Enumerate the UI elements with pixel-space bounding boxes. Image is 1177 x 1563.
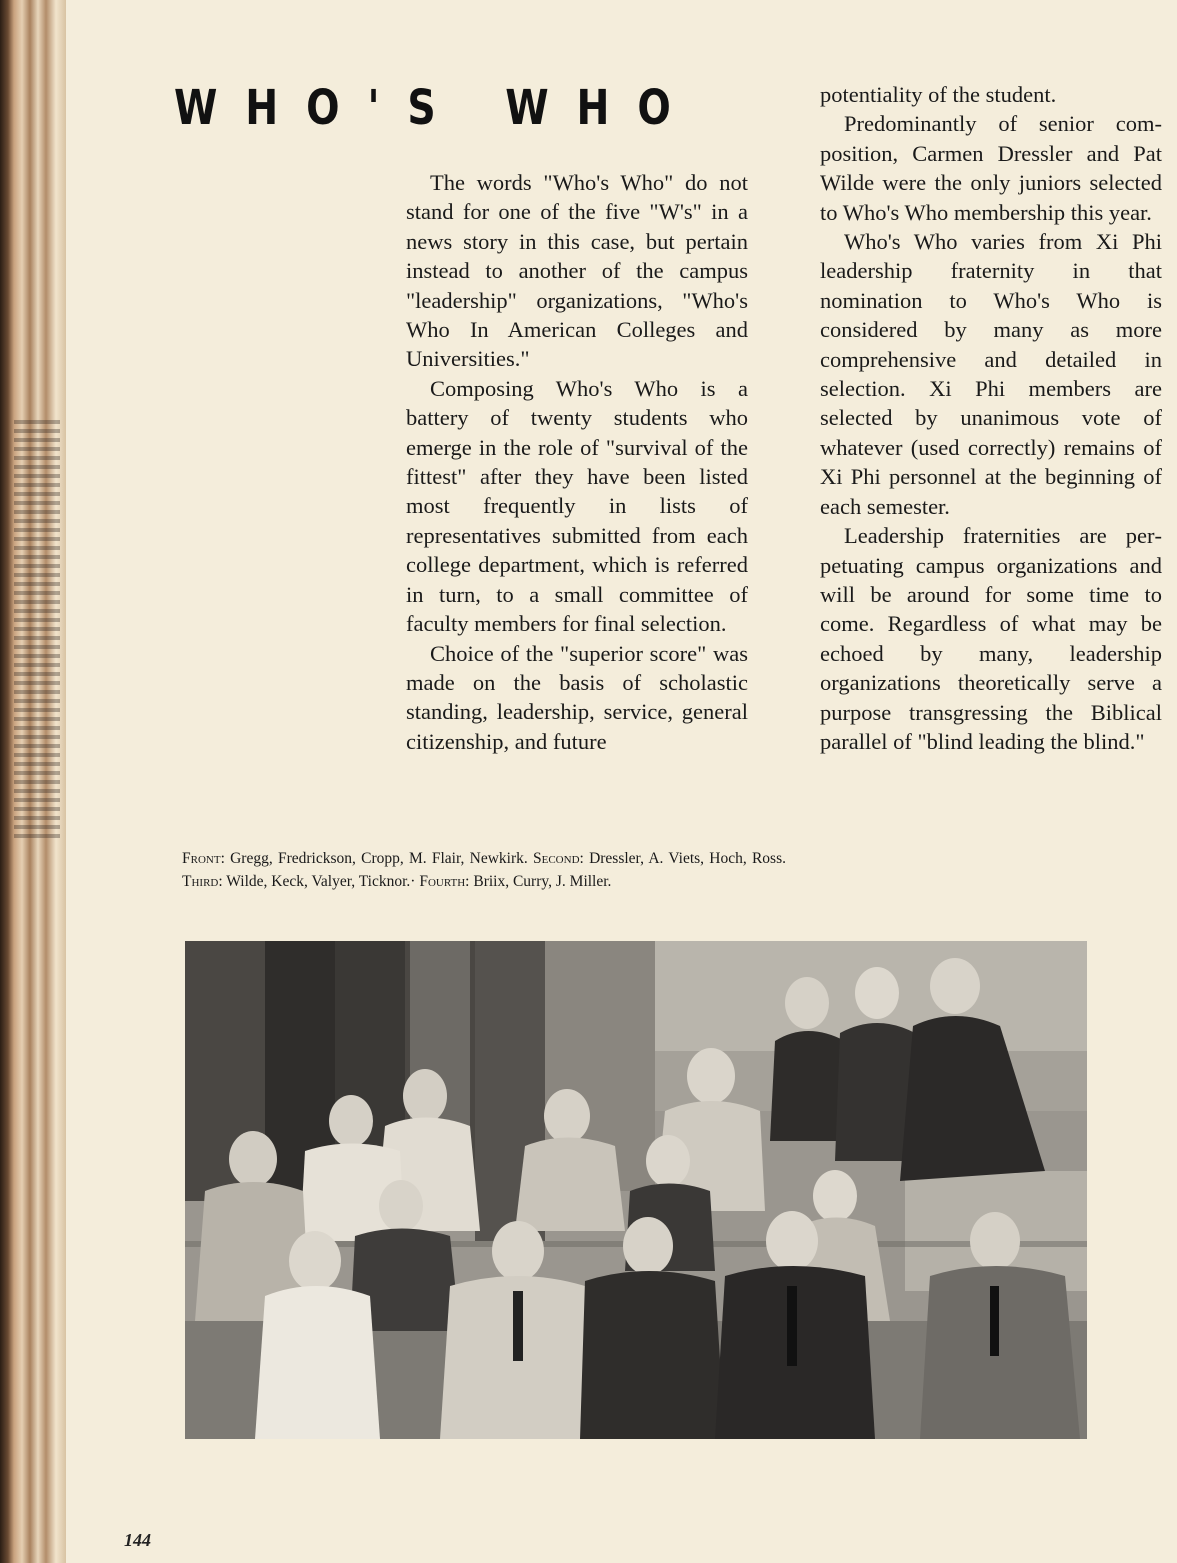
group-photo-illustration — [185, 941, 1087, 1439]
group-photo — [185, 941, 1087, 1439]
paragraph-5: Who's Who varies from Xi Phi leadership fraternity in that nomination to Who's Who is considered by many as more comprehensive and detailed in selection. Xi Phi members are selected by unanimous vote of whatever (used correctly) remains of Xi Phi personnel at the beginning of each semester. — [820, 229, 1162, 519]
caption-fourth-label: Fourth: — [419, 872, 470, 890]
page-number: 144 — [124, 1530, 151, 1550]
paragraph-3-continued: potentiality of the student. — [820, 82, 1057, 107]
article-column-right — [820, 80, 1162, 756]
paragraph-2: Composing Who's Who is a battery of twenty students who emerge in the role of "survival of the fittest" after they have been listed most frequently in lists of representatives submitted from each college department, which is referred in turn, to a small committee of faculty members for final selection. — [406, 375, 748, 637]
caption-third-label: Third: — [182, 872, 223, 890]
photo-caption — [182, 848, 786, 893]
paragraph-4: Predominantly of senior composition, Carmen Dressler and Pat Wilde were the only juniors selected to Who's Who membership this year. — [820, 111, 1162, 225]
caption-fourth-names: Briix, Curry, J. Miller. — [469, 872, 612, 890]
page-headline: WHO'S WHO — [174, 80, 699, 136]
paragraph-3: Choice of the "superior score" was made on the basis of scholastic standing, leadership, service, general citizenship, and future — [406, 640, 748, 754]
article-column-left — [406, 168, 748, 756]
book-spine-edge — [0, 0, 66, 1563]
caption-third-names: Wilde, Keck, Valyer, Ticknor.· — [222, 872, 420, 890]
caption-front-label: Front: — [182, 850, 225, 867]
paragraph-1: The words "Who's Who" do not stand for one of the five "W's" in a news story in this case, but pertain instead to another of the campus "leadership" organizations, "Who's Who In American Colleges and Universities." — [406, 170, 748, 372]
caption-front-names: Gregg, Fredrickson, Cropp, M. Flair, Newkirk. — [224, 850, 533, 867]
caption-second-label: Second: — [533, 850, 584, 867]
paragraph-6: Leadership fraternities are perpetuating campus organizations and will be around for some time to come. Regardless of what may be echoed by many, leadership organizations theoretically serve a purpose transgressing the Biblical parallel of "blind leading the blind." — [820, 523, 1162, 754]
caption-second-names: Dressler, A. Viets, Hoch, Ross. — [583, 850, 786, 867]
spine-binding-marks — [14, 420, 60, 840]
